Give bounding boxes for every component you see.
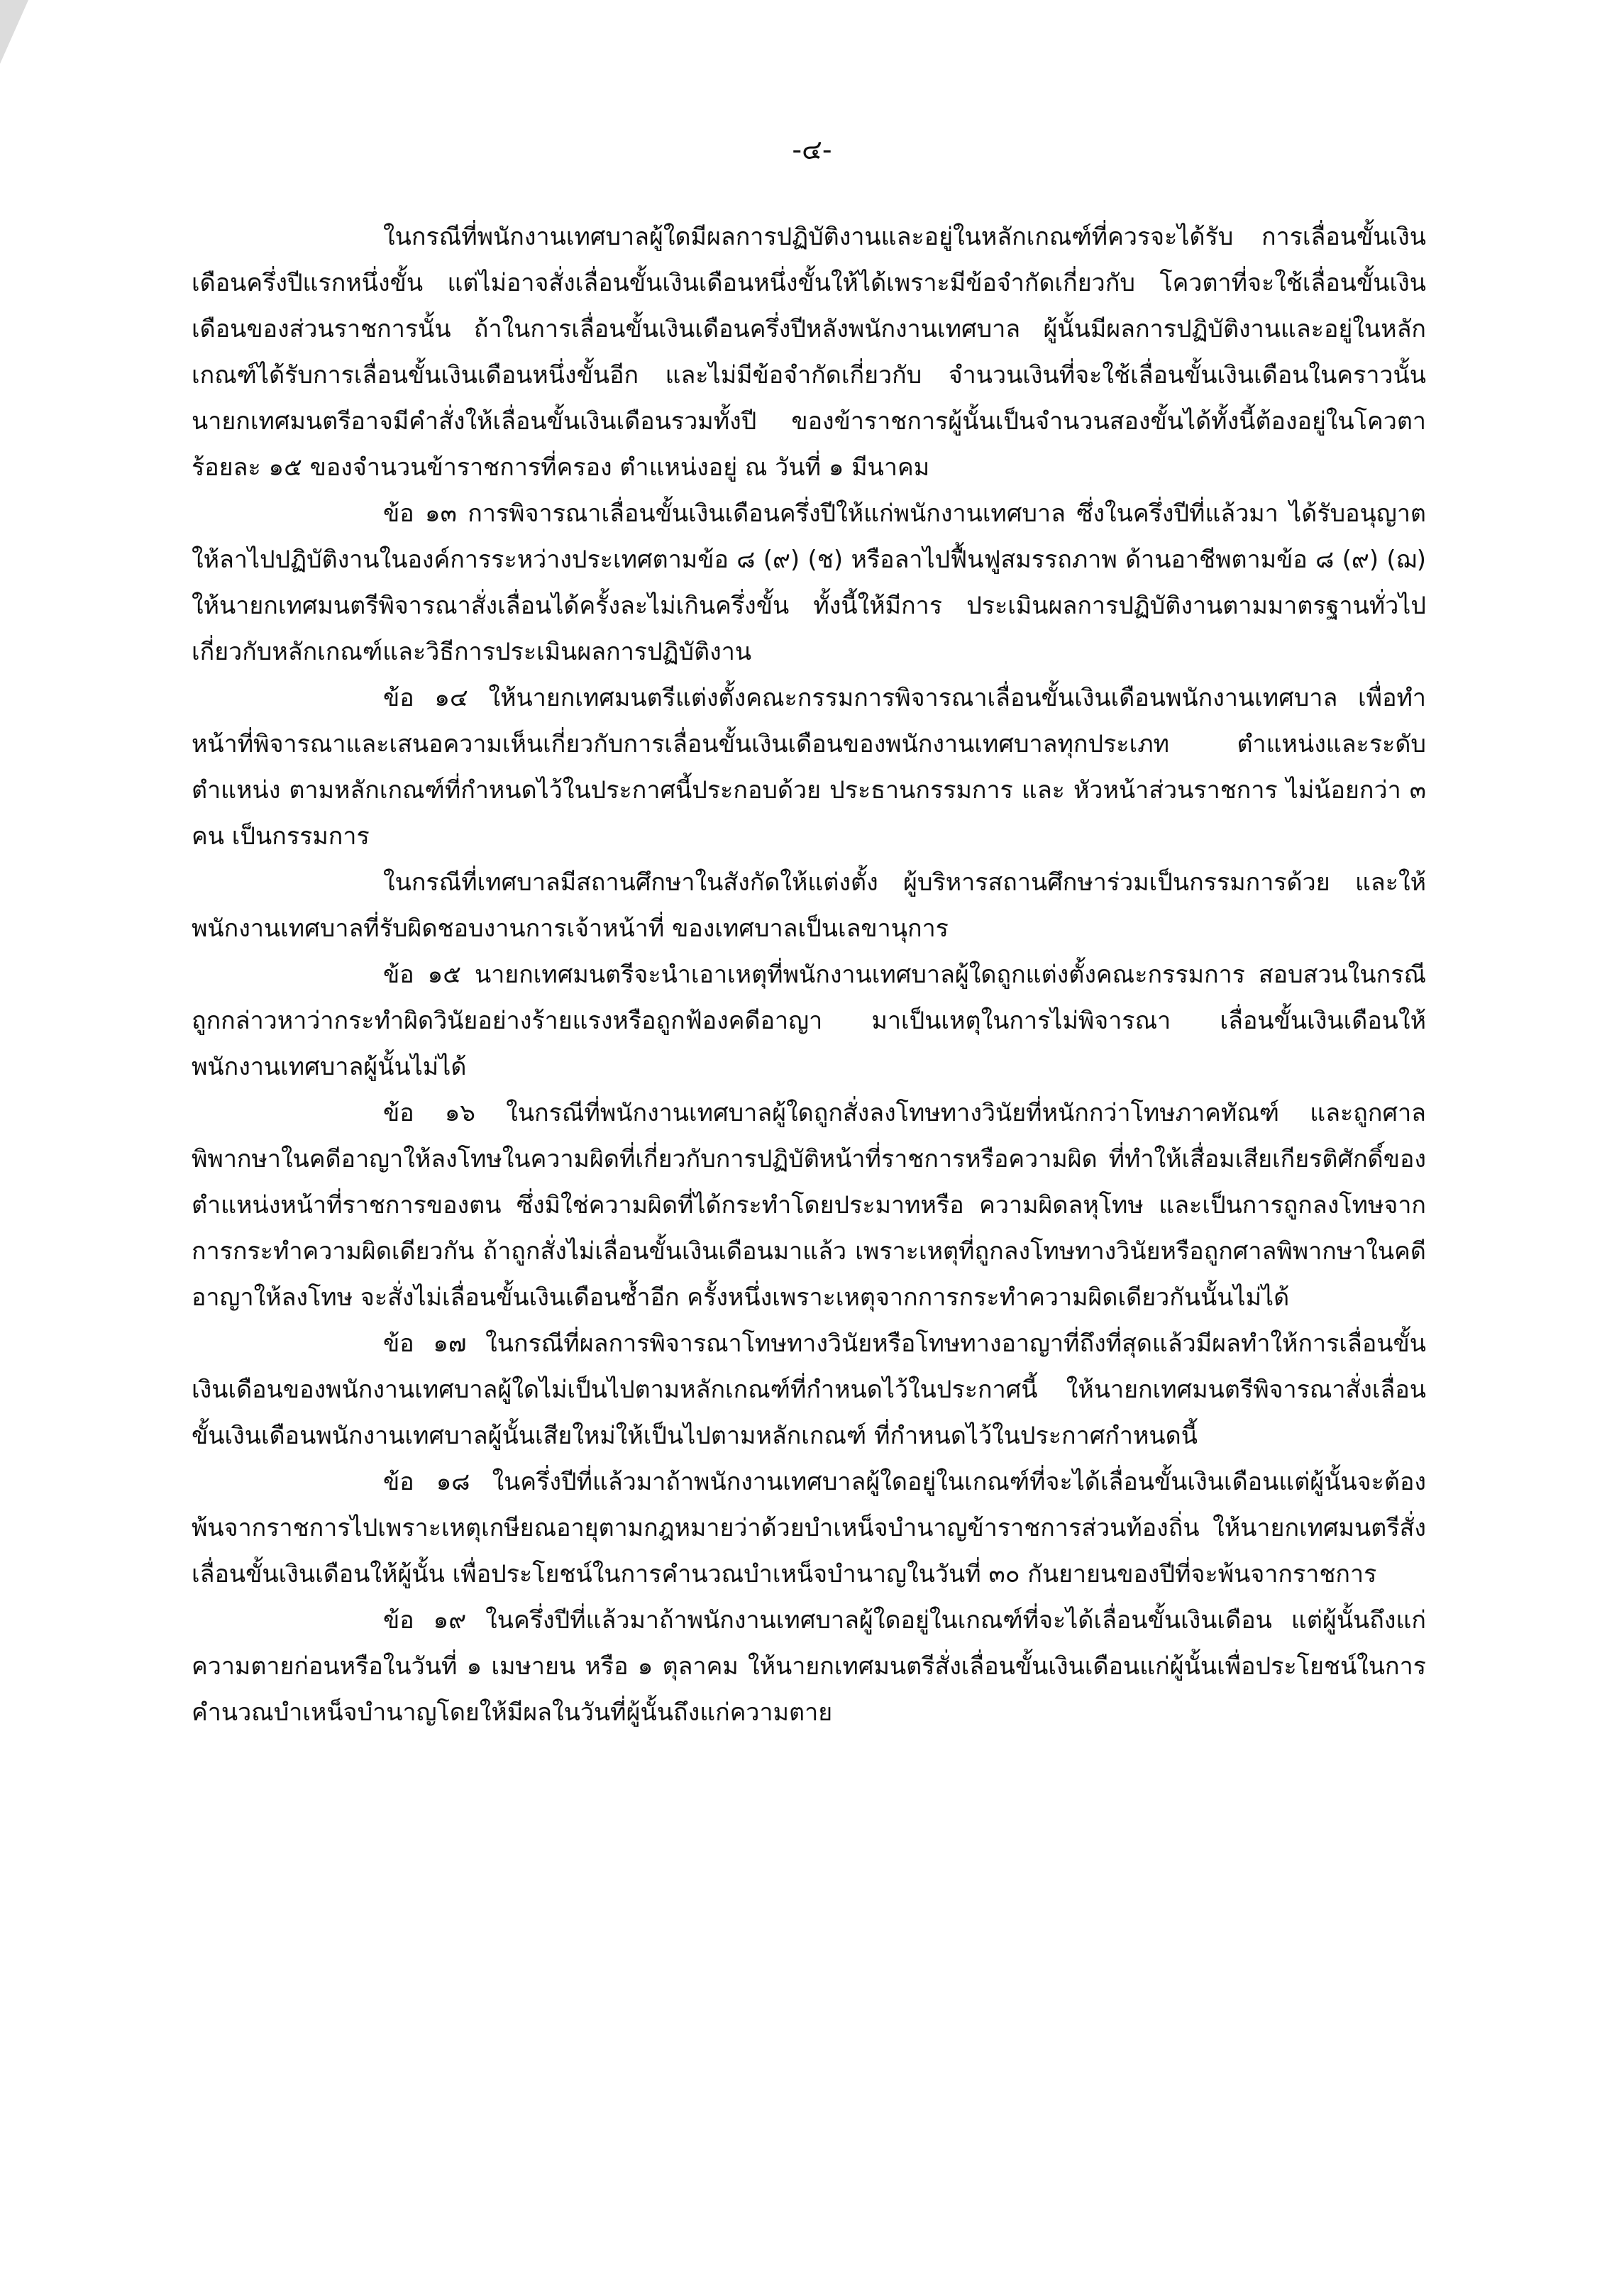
paragraph-article-14: ข้อ ๑๔ ให้นายกเทศมนตรีแต่งตั้งคณะกรรมการพิจารณาเลื่อนขั้นเงินเดือนพนักงานเทศบาล เพื่อทำหน้าที่พิจารณาและเสนอความเห็นเกี่ยวกับการเลื่อนขั้นเงินเดือนของพนักงานเทศบาลทุกประเภท ตำแหน่งและระดับตำแหน่ง ตามหลักเกณฑ์ที่กำหนดไว้ในประกาศนี้ประกอบด้วย ประธานกรรมการ และ หัวหน้าส่วนราชการ ไม่น้อยกว่า ๓ คน เป็นกรรมการ	[192, 684, 1426, 851]
scan-corner-shadow	[0, 0, 28, 64]
paragraph-article-15: ข้อ ๑๕ นายกเทศมนตรีจะนำเอาเหตุที่พนักงานเทศบาลผู้ใดถูกแต่งตั้งคณะกรรมการ สอบสวนในกรณีถูกกล่าวหาว่ากระทำผิดวินัยอย่างร้ายแรงหรือถูกฟ้องคดีอาญา มาเป็นเหตุในการไม่พิจารณา เลื่อนขั้นเงินเดือนให้พนักงานเทศบาลผู้นั้นไม่ได้	[192, 961, 1426, 1081]
paragraph-article-13: ข้อ ๑๓ การพิจารณาเลื่อนขั้นเงินเดือนครึ่งปีให้แก่พนักงานเทศบาล ซึ่งในครึ่งปีที่แล้วมา ได้รับอนุญาตให้ลาไปปฏิบัติงานในองค์การระหว่างประเทศตามข้อ ๘ (๙) (ช) หรือลาไปฟื้นฟูสมรรถภาพ ด้านอาชีพตามข้อ ๘ (๙) (ฌ) ให้นายกเทศมนตรีพิจารณาสั่งเลื่อนได้ครั้งละไม่เกินครึ่งขั้น ทั้งนี้ให้มีการ ประเมินผลการปฏิบัติงานตามมาตรฐานทั่วไปเกี่ยวกับหลักเกณฑ์และวิธีการประเมินผลการปฏิบัติงาน	[192, 499, 1426, 666]
paragraph-article-17: ข้อ ๑๗ ในกรณีที่ผลการพิจารณาโทษทางวินัยหรือโทษทางอาญาที่ถึงที่สุดแล้วมีผลทำให้การเลื่อนขั้นเงินเดือนของพนักงานเทศบาลผู้ใดไม่เป็นไปตามหลักเกณฑ์ที่กำหนดไว้ในประกาศนี้ ให้นายกเทศมนตรีพิจารณาสั่งเลื่อนขั้นเงินเดือนพนักงานเทศบาลผู้นั้นเสียใหม่ให้เป็นไปตามหลักเกณฑ์ ที่กำหนดไว้ในประกาศกำหนดนี้	[192, 1329, 1426, 1450]
paragraph-article-16: ข้อ ๑๖ ในกรณีที่พนักงานเทศบาลผู้ใดถูกสั่งลงโทษทางวินัยที่หนักกว่าโทษภาคทัณฑ์ และถูกศาลพิพากษาในคดีอาญาให้ลงโทษในความผิดที่เกี่ยวกับการปฏิบัติหน้าที่ราชการหรือความผิด ที่ทำให้เสื่อมเสียเกียรติศักดิ์ของตำแหน่งหน้าที่ราชการของตน ซึ่งมิใช่ความผิดที่ได้กระทำโดยประมาทหรือ ความผิดลหุโทษ และเป็นการถูกลงโทษจากการกระทำความผิดเดียวกัน ถ้าถูกสั่งไม่เลื่อนขั้นเงินเดือนมาแล้ว เพราะเหตุที่ถูกลงโทษทางวินัยหรือถูกศาลพิพากษาในคดีอาญาให้ลงโทษ จะสั่งไม่เลื่อนขั้นเงินเดือนซ้ำอีก ครั้งหนึ่งเพราะเหตุจากการกระทำความผิดเดียวกันนั้นไม่ได้	[192, 1099, 1426, 1312]
paragraph-article-19: ข้อ ๑๙ ในครึ่งปีที่แล้วมาถ้าพนักงานเทศบาลผู้ใดอยู่ในเกณฑ์ที่จะได้เลื่อนขั้นเงินเดือน แต่ผู้นั้นถึงแก่ความตายก่อนหรือในวันที่ ๑ เมษายน หรือ ๑ ตุลาคม ให้นายกเทศมนตรีสั่งเลื่อนขั้นเงินเดือนแก่ผู้นั้นเพื่อประโยชน์ในการคำนวณบำเหน็จบำนาญโดยให้มีผลในวันที่ผู้นั้นถึงแก่ความตาย	[192, 1606, 1426, 1727]
paragraph-article-18: ข้อ ๑๘ ในครึ่งปีที่แล้วมาถ้าพนักงานเทศบาลผู้ใดอยู่ในเกณฑ์ที่จะได้เลื่อนขั้นเงินเดือนแต่ผู้นั้นจะต้องพ้นจากราชการไปเพราะเหตุเกษียณอายุตามกฎหมายว่าด้วยบำเหน็จบำนาญข้าราชการส่วนท้องถิ่น ให้นายกเทศมนตรีสั่งเลื่อนขั้นเงินเดือนให้ผู้นั้น เพื่อประโยชน์ในการคำนวณบำเหน็จบำนาญในวันที่ ๓๐ กันยายนของปีที่จะพ้นจากราชการ	[192, 1468, 1426, 1588]
document-body	[192, 214, 1426, 1736]
paragraph-quota-two-steps: ในกรณีที่พนักงานเทศบาลผู้ใดมีผลการปฏิบัติงานและอยู่ในหลักเกณฑ์ที่ควรจะได้รับ การเลื่อนขั้นเงินเดือนครึ่งปีแรกหนึ่งขั้น แต่ไม่อาจสั่งเลื่อนขั้นเงินเดือนหนึ่งขั้นให้ได้เพราะมีข้อจำกัดเกี่ยวกับ โควตาที่จะใช้เลื่อนขั้นเงินเดือนของส่วนราชการนั้น ถ้าในการเลื่อนขั้นเงินเดือนครึ่งปีหลังพนักงานเทศบาล ผู้นั้นมีผลการปฏิบัติงานและอยู่ในหลักเกณฑ์ได้รับการเลื่อนขั้นเงินเดือนหนึ่งขั้นอีก และไม่มีข้อจำกัดเกี่ยวกับ จำนวนเงินที่จะใช้เลื่อนขั้นเงินเดือนในคราวนั้น นายกเทศมนตรีอาจมีคำสั่งให้เลื่อนขั้นเงินเดือนรวมทั้งปี ของข้าราชการผู้นั้นเป็นจำนวนสองขั้นได้ทั้งนี้ต้องอยู่ในโควตาร้อยละ ๑๕ ของจำนวนข้าราชการที่ครอง ตำแหน่งอยู่ ณ วันที่ ๑ มีนาคม	[192, 223, 1426, 482]
page-number: -๔-	[792, 134, 832, 165]
paragraph-article-14-school: ในกรณีที่เทศบาลมีสถานศึกษาในสังกัดให้แต่งตั้ง ผู้บริหารสถานศึกษาร่วมเป็นกรรมการด้วย และให้พนักงานเทศบาลที่รับผิดชอบงานการเจ้าหน้าที่ ของเทศบาลเป็นเลขานุการ	[192, 868, 1426, 943]
